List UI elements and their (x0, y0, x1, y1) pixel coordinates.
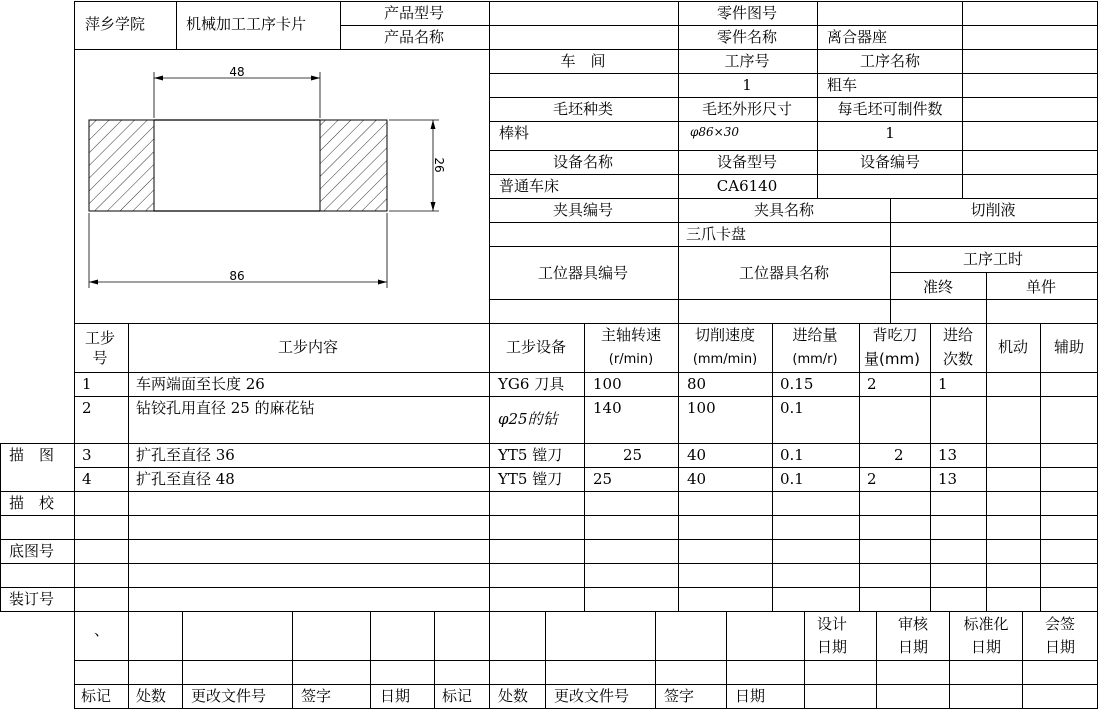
step-equipment: YG6 刀具 (498, 375, 565, 393)
prep-time-label: 准终 (922, 278, 954, 296)
parts-per-blank-value: 1 (885, 124, 895, 142)
step-cutting-speed: 80 (687, 375, 707, 393)
rule (0, 443, 1097, 444)
school-name: 萍乡学院 (85, 15, 146, 33)
fixture-no-label: 夹具编号 (552, 201, 614, 219)
rule (0, 443, 1, 611)
rule (859, 323, 860, 611)
step-spindle-speed: 25 (593, 470, 613, 488)
dim-label-26: 26 (432, 157, 446, 173)
step-no: 1 (82, 375, 92, 393)
rule (489, 323, 490, 611)
footer-mark-label: 标记 (81, 687, 112, 705)
rule (74, 708, 1097, 709)
feed-header: 进给量 (792, 326, 838, 344)
step-feed: 0.1 (780, 399, 804, 417)
passes-header-2: 次数 (942, 350, 974, 368)
step-no: 4 (82, 470, 92, 488)
footer-tick: 、 (94, 621, 110, 639)
rule (489, 97, 1097, 98)
step-spindle-speed: 25 (623, 446, 643, 464)
step-no: 2 (82, 399, 92, 417)
side-label-trace: 描 图 (9, 446, 55, 464)
fixture-name-value: 三爪卡盘 (686, 225, 747, 243)
rule (962, 49, 963, 199)
side-label-binding-no: 装订号 (9, 590, 55, 608)
rule (370, 611, 371, 709)
rule (986, 323, 987, 611)
left-wall-section (89, 120, 154, 211)
step-content: 钻铰孔用直径 25 的麻花钻 (136, 399, 315, 417)
fixture-name-label: 夹具名称 (753, 201, 815, 219)
rule (434, 611, 435, 709)
rule (74, 660, 1097, 661)
equipment-name-value: 普通车床 (499, 177, 560, 195)
step-passes: 13 (938, 470, 958, 488)
design-label: 设计 (816, 615, 848, 633)
rule (817, 49, 818, 199)
rule (74, 396, 1097, 397)
rule (0, 539, 1097, 540)
rule (890, 198, 891, 323)
rule (489, 174, 1097, 175)
side-label-base-no: 底图号 (9, 542, 55, 560)
step-equipment: YT5 镗刀 (498, 470, 563, 488)
rule (489, 198, 1097, 199)
rule (876, 611, 877, 709)
rule (584, 323, 585, 611)
rule (489, 611, 490, 709)
rule (489, 299, 1097, 300)
rule (949, 611, 950, 709)
rule (678, 323, 679, 611)
step-cutting-speed: 40 (687, 446, 707, 464)
dim-label-48: 48 (229, 65, 245, 79)
station-tool-no-label: 工位器具编号 (537, 264, 629, 282)
rule (678, 1, 679, 49)
rule (74, 1, 1097, 2)
review-date-label: 日期 (897, 638, 929, 656)
rule (962, 1, 963, 49)
rule (0, 587, 1097, 588)
countersign-date-label: 日期 (1044, 638, 1076, 656)
rule (678, 198, 679, 323)
process-no-value: 1 (742, 76, 752, 94)
rule (128, 611, 129, 709)
rule (1040, 323, 1041, 611)
rule (0, 563, 1097, 564)
process-name-value: 粗车 (827, 76, 858, 94)
machine-time-header: 机动 (997, 338, 1029, 356)
step-equipment: φ25的钻 (498, 410, 558, 428)
part-section-drawing (75, 52, 487, 320)
review-label: 审核 (897, 615, 929, 633)
rule (0, 515, 1097, 516)
rule (292, 611, 293, 709)
process-name-label: 工序名称 (859, 52, 921, 70)
footer-change-doc-label: 更改文件号 (191, 687, 267, 705)
step-cutting-speed: 40 (687, 470, 707, 488)
step-passes: 1 (938, 375, 948, 393)
equipment-name-label: 设备名称 (552, 153, 614, 171)
rule (1022, 611, 1023, 709)
spindle-speed-unit: (r/min) (608, 352, 654, 367)
rule (0, 611, 1097, 612)
blank-size-label: 毛坯外形尺寸 (701, 100, 793, 118)
product-model-label: 产品型号 (383, 4, 445, 22)
rule (655, 611, 656, 709)
rule (74, 684, 1097, 685)
rule (340, 1, 341, 49)
step-feed: 0.15 (780, 375, 814, 393)
step-content: 车两端面至长度 26 (136, 375, 265, 393)
rule (128, 323, 129, 611)
rule (74, 467, 1097, 468)
blank-type-label: 毛坯种类 (552, 100, 614, 118)
step-depth: 2 (867, 470, 877, 488)
step-passes: 13 (938, 446, 958, 464)
countersign-label: 会签 (1044, 615, 1076, 633)
rule (804, 611, 805, 709)
footer-count-label-2: 处数 (498, 687, 529, 705)
design-date-label: 日期 (816, 638, 848, 656)
footer-count-label: 处数 (136, 687, 167, 705)
step-equipment-header: 工步设备 (505, 338, 567, 356)
footer-sign-label-2: 签字 (664, 687, 695, 705)
feed-unit: (mm/r) (792, 352, 838, 367)
step-depth: 2 (867, 375, 877, 393)
rule (817, 1, 818, 49)
step-spindle-speed: 140 (593, 399, 622, 417)
process-no-label: 工序号 (724, 52, 770, 70)
aux-time-header: 辅助 (1053, 338, 1085, 356)
rule (726, 611, 727, 709)
rule (340, 25, 1097, 26)
footer-mark-label-2: 标记 (442, 687, 473, 705)
part-drawing-no-label: 零件图号 (716, 4, 778, 22)
footer-date-label: 日期 (380, 687, 411, 705)
passes-header: 进给 (942, 326, 974, 344)
workshop-label: 车 间 (560, 52, 606, 70)
blank-size-value: φ86×30 (690, 125, 739, 139)
standard-date-label: 日期 (970, 638, 1002, 656)
step-no-header: 工步号 (84, 329, 115, 367)
rule (489, 222, 1097, 223)
step-feed: 0.1 (780, 470, 804, 488)
step-content: 扩孔至直径 36 (136, 446, 235, 464)
card-title: 机械加工工序卡片 (186, 15, 307, 33)
right-wall-section (320, 120, 387, 211)
rule (182, 611, 183, 709)
coolant-label: 切削液 (970, 201, 1016, 219)
station-tool-name-label: 工位器具名称 (738, 264, 830, 282)
rule (176, 1, 177, 49)
rule (489, 150, 1097, 151)
rule (74, 323, 1097, 324)
rule (489, 1, 490, 323)
rule (986, 272, 987, 323)
step-content: 扩孔至直径 48 (136, 470, 235, 488)
rule (489, 246, 1097, 247)
equipment-model-value: CA6140 (716, 177, 778, 195)
equipment-model-label: 设备型号 (716, 153, 778, 171)
blank-type-value: 棒料 (499, 124, 530, 142)
rule (74, 372, 1097, 373)
footer-change-doc-label-2: 更改文件号 (554, 687, 630, 705)
rule (890, 272, 1097, 273)
rule (0, 491, 1097, 492)
step-depth: 2 (894, 446, 904, 464)
footer-sign-label: 签字 (301, 687, 332, 705)
step-cutting-speed: 100 (687, 399, 716, 417)
cutting-speed-header: 切削速度 (694, 326, 756, 344)
depth-unit: 量(mm) (864, 350, 920, 368)
step-spindle-speed: 100 (593, 375, 622, 393)
process-time-label: 工序工时 (962, 250, 1024, 268)
cutting-speed-unit: (mm/min) (692, 352, 758, 367)
rule (545, 611, 546, 709)
step-content-header: 工步内容 (277, 338, 339, 356)
equipment-no-label: 设备编号 (859, 153, 921, 171)
step-feed: 0.1 (780, 446, 804, 464)
footer-date-label-2: 日期 (735, 687, 766, 705)
dim-label-86: 86 (229, 269, 245, 283)
side-label-check: 描 校 (9, 494, 55, 512)
part-name-label: 零件名称 (716, 28, 778, 46)
part-name-value: 离合器座 (827, 28, 888, 46)
parts-per-blank-label: 每毛坯可制件数 (837, 100, 943, 118)
rule (74, 49, 1097, 50)
product-name-label: 产品名称 (383, 28, 445, 46)
rule (678, 49, 679, 199)
rule (489, 121, 1097, 122)
spindle-speed-header: 主轴转速 (600, 326, 662, 344)
step-no: 3 (82, 446, 92, 464)
depth-header: 背吃刀 (872, 326, 918, 344)
rule (930, 323, 931, 611)
rule (772, 323, 773, 611)
rule (489, 73, 1097, 74)
step-equipment: YT5 镗刀 (498, 446, 563, 464)
unit-time-label: 单件 (1025, 278, 1057, 296)
standard-label: 标准化 (963, 615, 1009, 633)
